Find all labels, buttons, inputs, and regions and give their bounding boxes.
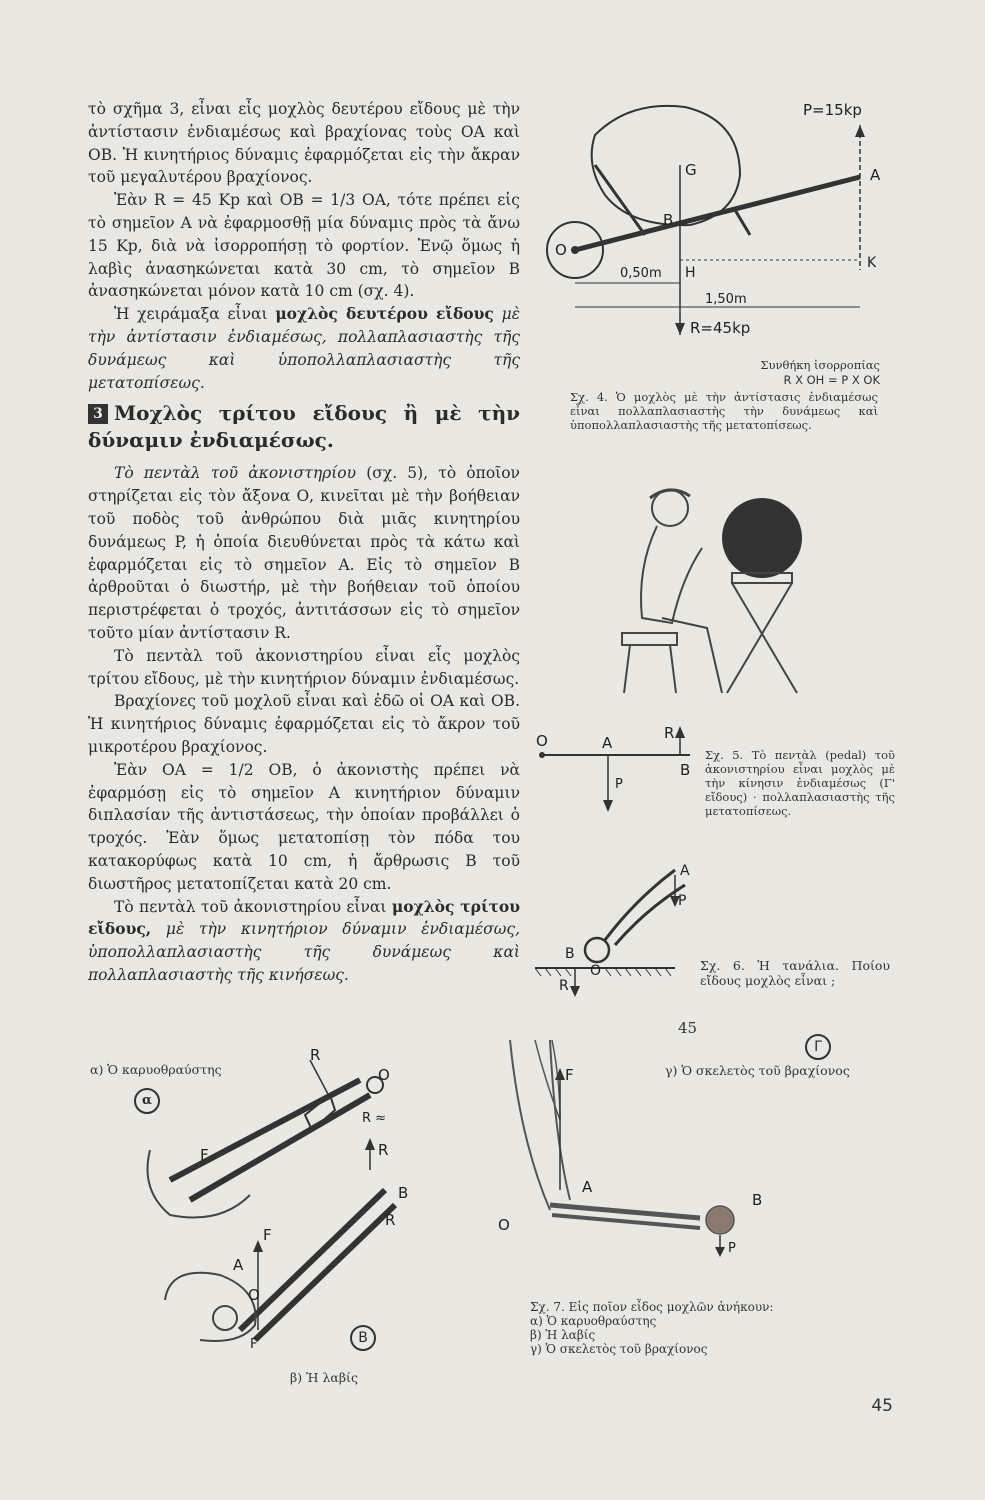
fig4-label-h: H bbox=[685, 265, 696, 281]
p3-bold: μοχλὸς δευτέρου εἴδους bbox=[275, 304, 494, 324]
fig4-label-k: K bbox=[867, 255, 877, 271]
fig7b-label-o: O bbox=[248, 1286, 260, 1304]
badge-a: α bbox=[134, 1088, 160, 1114]
figure-7g-arm-skeleton bbox=[490, 1040, 790, 1300]
fulcrum-o-point bbox=[539, 752, 545, 758]
p-arrow-head bbox=[603, 800, 613, 812]
fig7-caption-title: Σχ. 7. Εἰς ποῖον εἶδος μοχλῶν ἀνήκουν: bbox=[530, 1300, 774, 1314]
figure-5-pedal-lever bbox=[530, 720, 705, 830]
fig4-label-b: B bbox=[663, 211, 674, 229]
p-arrow-head bbox=[855, 125, 865, 137]
handle-bar-shape bbox=[575, 177, 860, 250]
pliers-jaw-shape bbox=[585, 938, 609, 962]
fig7g-label-p: P bbox=[728, 1241, 736, 1256]
fig6-label-r: R bbox=[559, 978, 569, 994]
tongs-arm-1 bbox=[240, 1190, 385, 1330]
stand-leg-2 bbox=[727, 583, 792, 693]
fig4-label-g: G bbox=[685, 161, 697, 179]
fig7b-label-b: B bbox=[398, 1184, 409, 1202]
fig4-label-o: O bbox=[555, 241, 567, 259]
fig7b-r-arrow bbox=[365, 1138, 375, 1150]
tongs-arm-2 bbox=[255, 1205, 395, 1340]
section-number-badge: 3 bbox=[88, 404, 108, 424]
person-head-shape bbox=[652, 490, 688, 526]
ground-hatching bbox=[535, 968, 671, 976]
fig5-label-a: A bbox=[602, 734, 613, 752]
p3-text: Ἡ χειράμαξα εἶναι bbox=[114, 305, 276, 324]
fig7g-p-arrow bbox=[715, 1247, 725, 1257]
stool-top-shape bbox=[622, 633, 677, 645]
figure-4-wheelbarrow bbox=[535, 95, 885, 345]
fig4-caption: Σχ. 4. Ὁ μοχλὸς μὲ τὴν ἀντίστασις ἐνδιαμέσως εἶναι πολλαπλασιαστὴς τὴν δυνάμεως καὶ ὑποπολλαπλασιαστὴς τῆς μετατοπίσεως. bbox=[570, 390, 878, 432]
nutcracker-arm-2 bbox=[190, 1095, 370, 1200]
fig7b-label-f2: F bbox=[250, 1337, 258, 1350]
fig7a-label-o: O bbox=[378, 1066, 390, 1084]
fig5-label-p: P bbox=[615, 777, 623, 792]
ball-in-hand bbox=[706, 1206, 734, 1234]
paragraph-8 bbox=[88, 896, 520, 987]
paragraph-7: Ἐὰν ΟΑ = 1/2 ΟΒ, ὁ ἀκονιστὴς πρέπει νὰ ἐφαρμόσῃ εἰς τὸ σημεῖον Α κινητήριον δύναμιν διπλασίαν τῆς ἀντιστάσεως, τὴν ὁποίαν προβάλλει ὁ τροχός. Ἐὰν ὅμως μετατοπίσῃ τὸν πόδα του κατακορύφως κατὰ 10 cm, ἡ ἄρθρωσις Β τοῦ διωστῆρος μετατοπίζεται κατὰ 20 cm. bbox=[88, 760, 520, 893]
p8-text: Τὸ πεντὰλ τοῦ ἀκονιστηρίου εἶναι bbox=[114, 897, 392, 916]
fig7-label-a: α) Ὁ καρυοθραύστης bbox=[90, 1062, 222, 1077]
grindstone-illustration bbox=[612, 478, 812, 718]
fig4-condition-title: Συνθήκη ἰσορροπίας bbox=[760, 358, 880, 372]
main-text-column bbox=[88, 98, 520, 987]
fig7a-r-arrow-line bbox=[310, 1060, 330, 1098]
fig7b-label-r2: R bbox=[385, 1211, 396, 1229]
fig6-caption: Σχ. 6. Ἡ τανάλια. Ποίου εἴδους μοχλὸς εἶναι ; bbox=[700, 958, 890, 988]
fig7b-f-arrow bbox=[253, 1240, 263, 1252]
fig7g-label-a: A bbox=[582, 1178, 593, 1196]
fig6-r-arrow bbox=[570, 986, 580, 997]
badge-b: B bbox=[350, 1325, 376, 1351]
fig7-caption-a: α) Ὁ καρυοθραύστης bbox=[530, 1314, 657, 1328]
paragraph-2: Ἐὰν R = 45 Kp καὶ OB = 1/3 OA, τότε πρέπει εἰς τὸ σημεῖον Α νὰ ἐφαρμοσθῇ μία δύναμις πρὸς τὰ ἄνω 15 Kp, διὰ νὰ ἰσορροπήσῃ τὸ φορτίον. Ἐνῷ ὅμως ἡ λαβὶς ἀνασηκώνεται κατὰ 30 cm, τὸ σημεῖον Β ἀνασηκώνεται μόνον κατὰ 10 cm (σχ. 4). bbox=[88, 191, 520, 301]
pliers-handle-1 bbox=[605, 870, 675, 940]
fig7-caption-b: β) Ἡ λαβίς bbox=[530, 1328, 596, 1342]
fig4-label-a: A bbox=[870, 166, 881, 184]
fig4-dist-150: 1,50m bbox=[705, 292, 747, 307]
person-body-shape bbox=[641, 526, 702, 623]
fig4-force-r-label: R=45kp bbox=[690, 319, 751, 337]
upper-arm-outline-1 bbox=[510, 1040, 550, 1210]
grip-circle bbox=[213, 1306, 237, 1330]
fig4-dist-050: 0,50m bbox=[620, 266, 662, 281]
p8-italic: μὲ τὴν κινητήριον δύναμιν ἐνδιαμέσως, ὑποπολλαπλασιαστὴς τῆς δυνάμεως καὶ πολλαπλασιαστὴς τῆς κινήσεως. bbox=[88, 920, 520, 984]
paragraph-1: τὸ σχῆμα 3, εἶναι εἷς μοχλὸς δευτέρου εἴδους μὲ τὴν ἀντίστασιν ἐνδιαμέσως καὶ βραχίονας τοὺς ΟΑ καὶ ΟΒ. Ἡ κινητήριος δύναμις ἐφαρμόζεται εἰς τὴν ἄκραν τοῦ μεγαλυτέρου βραχίονος. bbox=[88, 100, 520, 187]
fig7-label-b: β) Ἡ λαβίς bbox=[290, 1370, 358, 1385]
badge-g: Γ bbox=[805, 1034, 831, 1060]
figure-6-pliers bbox=[535, 850, 695, 1000]
paragraph-3 bbox=[88, 303, 520, 394]
fig5-label-b: B bbox=[680, 761, 691, 779]
p4-italic: Τὸ πεντὰλ τοῦ ἀκονιστηρίου bbox=[114, 464, 357, 483]
fig5-caption: Σχ. 5. Τὸ πεντὰλ (pedal) τοῦ ἀκονιστηρίου εἶναι μοχλὸς μὲ τὴν κίνησιν ἐνδιαμέσως (Γ' εἴδους) · πολλαπλασιαστὴς τῆς μετατοπίσεως. bbox=[705, 748, 895, 818]
r-arrow-head bbox=[675, 726, 685, 738]
fig7b-label-f: F bbox=[263, 1226, 272, 1244]
fig7g-label-o: O bbox=[498, 1216, 510, 1234]
paragraph-4 bbox=[88, 462, 520, 644]
stool-leg-2 bbox=[670, 645, 676, 693]
fig7b-label-a: A bbox=[233, 1256, 244, 1274]
fig7-caption-g: γ) Ὁ σκελετὸς τοῦ βραχίονος bbox=[530, 1342, 708, 1356]
frame-leg-shape bbox=[735, 210, 750, 235]
grindstone-wheel-shape bbox=[722, 498, 802, 578]
fig5-label-r: R bbox=[664, 724, 675, 742]
figure-7a-nutcracker bbox=[130, 1040, 420, 1350]
fig6-label-b: B bbox=[565, 946, 575, 962]
fig7b-label-r: R bbox=[378, 1141, 389, 1159]
section-heading-text: Μοχλὸς τρίτου εἴδους ἢ μὲ τὴν δύναμιν ἐνδιαμέσως. bbox=[88, 401, 520, 453]
fig7-label-g: γ) Ὁ σκελετὸς τοῦ βραχίονος bbox=[665, 1063, 850, 1078]
section-heading bbox=[88, 400, 520, 454]
r-arrow-head bbox=[675, 323, 685, 335]
fig6-label-o: O bbox=[590, 963, 602, 979]
load-rock-shape bbox=[592, 106, 740, 225]
p8-bold: μοχλὸς τρίτου εἴδους, bbox=[88, 896, 520, 939]
fig4-force-p-label: P=15kp bbox=[803, 101, 862, 119]
fig4-condition-formula: R X OH = P X OK bbox=[783, 373, 880, 387]
fig7a-label-r: R bbox=[310, 1046, 321, 1064]
fig7g-label-f: F bbox=[565, 1066, 574, 1084]
fig6-label-p: P bbox=[678, 893, 687, 909]
p4-text: (σχ. 5), τὸ ὁποῖον στηρίζεται εἰς τὸν ἄξονα Ο, κινεῖται μὲ τὴν βοήθειαν τοῦ ποδὸς τοῦ ἀνθρώπου διὰ μιᾶς κινητηρίου δυνάμεως P, ἡ ὁποία διευθύνεται πρὸς τὰ κάτω καὶ ἐφαρμόζεται εἰς τὸ σημεῖον Α. Εἰς τὸ σημεῖον Β ἀρθροῦται ὁ διωστήρ, μὲ τὴν βοήθειαν τοῦ ὁποίου περιστρέφεται ὁ τροχός, ἀντιτάσσων εἰς τὸ σημεῖον τοῦτο μίαν ἀντίστασιν R. bbox=[88, 464, 520, 642]
fig7a-label-f: F bbox=[200, 1146, 209, 1164]
page-number: 45 bbox=[871, 1396, 893, 1416]
fig6-label-a: A bbox=[680, 863, 690, 879]
paragraph-6: Βραχίονες τοῦ μοχλοῦ εἶναι καὶ ἐδῶ οἱ ΟΑ καὶ ΟΒ. Ἡ κινητήριος δύναμις ἐφαρμόζεται εἰς τὸ ἄκρον τοῦ μικροτέρου βραχίονος. bbox=[88, 692, 520, 756]
frame-front-shape bbox=[595, 165, 645, 235]
stand-leg-1 bbox=[732, 583, 797, 693]
paragraph-5: Τὸ πεντὰλ τοῦ ἀκονιστηρίου εἶναι εἷς μοχλὸς τρίτου εἴδους, μὲ τὴν κινητήριον δύναμιν ἐνδιαμέσως. bbox=[88, 646, 520, 688]
hand-a-shape bbox=[148, 1150, 251, 1218]
fig7-mid-number: 45 bbox=[678, 1019, 698, 1037]
p3-italic: μὲ τὴν ἀντίστασιν ἐνδιαμέσως, πολλαπλασιαστὴς τῆς δυνάμεως καὶ ὑποπολλαπλασιαστὴς τῆς μετατοπίσεως. bbox=[88, 305, 520, 392]
fig5-label-o: O bbox=[536, 732, 548, 750]
fig7a-label-r2: R ≈ bbox=[362, 1111, 387, 1126]
stool-leg-1 bbox=[624, 645, 630, 693]
nutcracker-arm-1 bbox=[170, 1080, 360, 1180]
fig7g-label-b: B bbox=[752, 1191, 763, 1209]
